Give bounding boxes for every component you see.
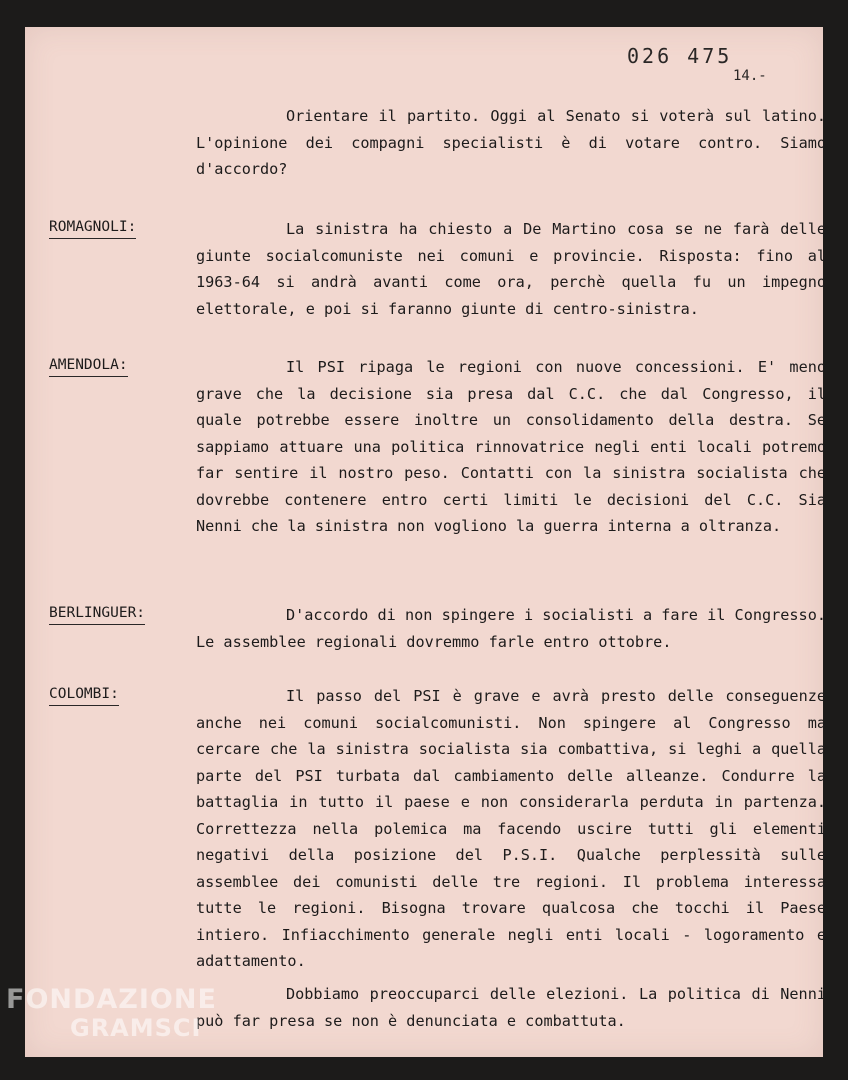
paragraph-text: D'accordo di non spingere i socialisti a fare il Congresso. Le assemblee regionali dovremmo farle entro ottobre. xyxy=(196,606,826,651)
intro-paragraph xyxy=(196,103,826,183)
page-number: 14.- xyxy=(733,68,767,84)
watermark-line2: GRAMSCI xyxy=(70,1014,202,1042)
speaker-berlinguer: BERLINGUER: xyxy=(49,604,145,625)
paragraph-text: Dobbiamo preoccuparci delle elezioni. La politica di Nenni può far presa se non è denunciata e combattuta. xyxy=(196,985,826,1030)
paragraph-amendola xyxy=(196,354,826,540)
speaker-romagnoli: ROMAGNOLI: xyxy=(49,218,136,239)
speaker-amendola: AMENDOLA: xyxy=(49,356,128,377)
speaker-colombi: COLOMBI: xyxy=(49,685,119,706)
paragraph-berlinguer xyxy=(196,602,826,655)
paragraph-colombi-continuation xyxy=(196,981,826,1034)
paragraph-romagnoli xyxy=(196,216,826,322)
watermark-line1: FONDAZIONE xyxy=(6,984,217,1015)
paragraph-text: La sinistra ha chiesto a De Martino cosa se ne farà delle giunte socialcomuniste nei comuni e provincie. Risposta: fino al 1963-64 si andrà avanti come ora, perchè quella fu un impegno elettorale, e poi si faranno giunte di centro-sinistra. xyxy=(196,220,826,318)
paragraph-colombi xyxy=(196,683,826,975)
intro-text: Orientare il partito. Oggi al Senato si voterà sul latino. L'opinione dei compagni specialisti è di votare contro. Siamo d'accordo? xyxy=(196,107,826,178)
paragraph-text: Il PSI ripaga le regioni con nuove concessioni. E' meno grave che la decisione sia presa dal C.C. che dal Congresso, il quale potrebbe essere inoltre un consolidamento della destra. Se sappiamo attuare una politica rinnovatrice negli enti locali potremo far sentire il nostro peso. Contatti con la sinistra socialista che dovrebbe contenere entro certi limiti le decisioni del C.C. Sia Nenni che la sinistra non vogliono la guerra interna a oltranza. xyxy=(196,358,826,535)
archive-reference-number: 026 475 xyxy=(627,44,733,68)
paragraph-text: Il passo del PSI è grave e avrà presto delle conseguenze anche nei comuni socialcomunisti. Non spingere al Congresso ma cercare che la sinistra socialista sia combattiva, si leghi a quella parte del PSI turbata dal cambiamento delle alleanze. Condurre la battaglia in tutto il paese e non considerarla perduta in partenza. Correttezza nella polemica ma facendo uscire tutti gli elementi negativi della posizione del P.S.I. Qualche perplessità sulle assemblee dei comunisti delle tre regioni. Il problema interessa tutte le regioni. Bisogna trovare qualcosa che tocchi il Paese intiero. Infiacchimento generale negli enti locali - logoramento e adattamento. xyxy=(196,687,826,970)
